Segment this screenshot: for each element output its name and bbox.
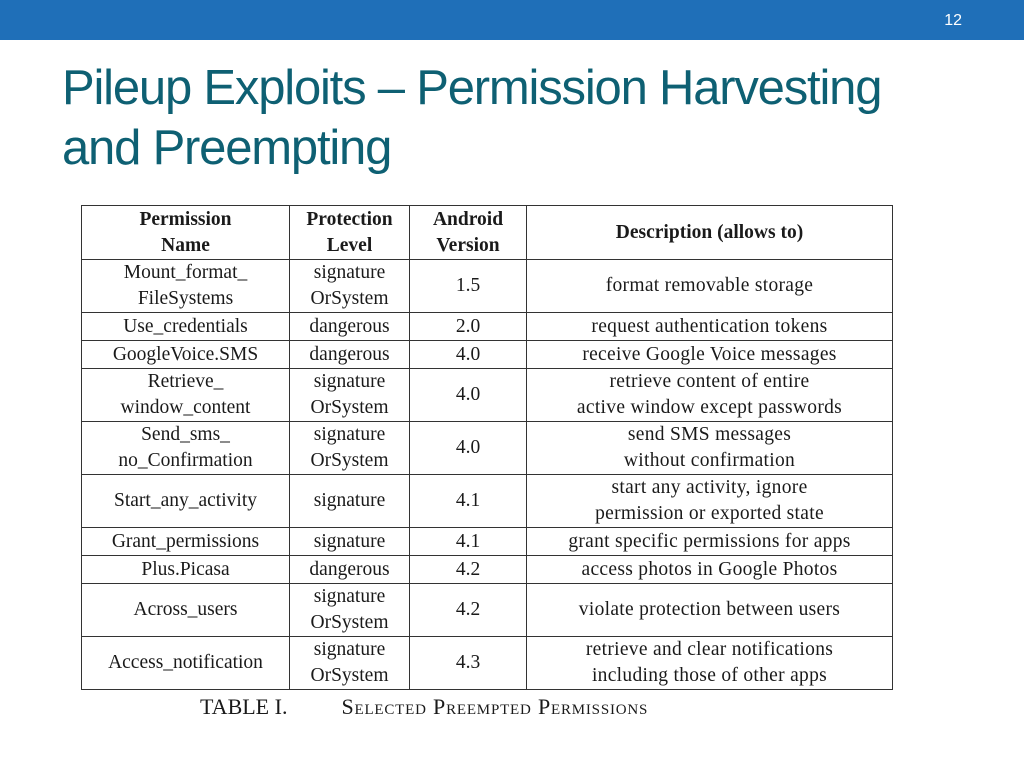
table-header-row — [82, 206, 893, 260]
android-version-cell: 4.0 — [410, 422, 527, 475]
protection-level-cell — [290, 528, 410, 556]
description-line: active window except passwords — [576, 397, 843, 418]
permission-name-line: GoogleVoice.SMS — [112, 343, 259, 365]
header-protection-level — [290, 206, 410, 260]
header-line: Android — [432, 208, 504, 230]
description-cell — [527, 260, 893, 313]
protection-level-cell — [290, 422, 410, 475]
description-line: retrieve and clear notifications — [585, 639, 834, 660]
permission-name-cell — [82, 341, 290, 369]
table-row — [82, 475, 893, 528]
description-cell — [527, 369, 893, 422]
permission-name-line: Use_credentials — [123, 315, 248, 337]
table-row — [82, 637, 893, 690]
table-row — [82, 313, 893, 341]
protection-level-line: dangerous — [309, 343, 390, 365]
slide-title — [62, 58, 962, 178]
description-cell — [527, 556, 893, 584]
description-line: permission or exported state — [595, 503, 824, 524]
android-version-cell: 4.2 — [410, 584, 527, 637]
description-line: access photos in Google Photos — [581, 558, 838, 580]
description-cell — [527, 475, 893, 528]
permission-name-cell — [82, 584, 290, 637]
protection-level-line: signature — [313, 586, 386, 607]
protection-level-cell — [290, 475, 410, 528]
table-row — [82, 260, 893, 313]
header-permission-name — [82, 206, 290, 260]
description-line: retrieve content of entire — [609, 371, 810, 392]
table-row — [82, 341, 893, 369]
protection-level-line: dangerous — [309, 315, 390, 337]
table-row — [82, 369, 893, 422]
android-version-cell: 1.5 — [410, 260, 527, 313]
table-row — [82, 556, 893, 584]
description-cell — [527, 422, 893, 475]
protection-level-line: signature — [313, 424, 386, 445]
permission-name-cell — [82, 260, 290, 313]
permission-name-line: FileSystems — [137, 288, 234, 309]
description-cell — [527, 637, 893, 690]
description-cell — [527, 341, 893, 369]
protection-level-line: OrSystem — [310, 665, 389, 686]
protection-level-line: OrSystem — [310, 397, 389, 418]
slide-number: 12 — [944, 12, 962, 29]
description-line: including those of other apps — [591, 665, 828, 686]
header-line: Permission — [139, 208, 232, 230]
permission-name-line: Send_sms_ — [141, 424, 230, 445]
description-cell — [527, 584, 893, 637]
permission-name-line: Retrieve_ — [147, 371, 224, 392]
description-line: start any activity, ignore — [611, 477, 808, 498]
protection-level-cell — [290, 313, 410, 341]
protection-level-line: signature — [313, 530, 386, 552]
android-version-cell: 4.1 — [410, 528, 527, 556]
header-description — [527, 206, 893, 260]
protection-level-cell — [290, 341, 410, 369]
permission-name-line: Access_notification — [108, 652, 263, 673]
permission-name-cell — [82, 556, 290, 584]
description-line: without confirmation — [623, 450, 796, 471]
permission-name-cell — [82, 475, 290, 528]
description-line: send SMS messages — [627, 424, 792, 445]
description-line: grant specific permissions for apps — [568, 530, 851, 552]
android-version-cell: 4.0 — [410, 341, 527, 369]
table-caption-title: Selected Preempted Permissions — [341, 694, 649, 719]
permission-name-line: no_Confirmation — [118, 450, 253, 471]
permissions-table — [81, 205, 893, 690]
permission-name-line: Grant_permissions — [111, 530, 260, 552]
protection-level-line: signature — [313, 371, 386, 392]
description-line: violate protection between users — [578, 599, 841, 620]
protection-level-cell — [290, 637, 410, 690]
top-accent-bar — [0, 0, 1024, 40]
table-body — [82, 260, 893, 690]
permission-name-cell — [82, 422, 290, 475]
permission-name-cell — [82, 313, 290, 341]
android-version-cell: 4.3 — [410, 637, 527, 690]
table-caption-label: TABLE I. — [200, 694, 288, 719]
table-row — [82, 422, 893, 475]
permission-name-cell — [82, 637, 290, 690]
table-row — [82, 584, 893, 637]
protection-level-line: OrSystem — [310, 288, 389, 309]
description-cell — [527, 528, 893, 556]
table-row — [82, 528, 893, 556]
permission-name-line: window_content — [120, 397, 251, 418]
protection-level-line: signature — [313, 490, 386, 511]
header-android-version — [410, 206, 527, 260]
permission-name-cell — [82, 528, 290, 556]
permission-name-line: Across_users — [133, 599, 238, 620]
protection-level-cell — [290, 584, 410, 637]
protection-level-line: OrSystem — [310, 612, 389, 633]
permission-name-line: Plus.Picasa — [141, 558, 230, 580]
slide-title-line-2: and Preempting — [62, 121, 392, 175]
header-line: Version — [436, 234, 500, 256]
description-line: request authentication tokens — [591, 315, 828, 337]
protection-level-cell — [290, 260, 410, 313]
android-version-cell: 4.1 — [410, 475, 527, 528]
protection-level-cell — [290, 369, 410, 422]
table-caption — [200, 694, 648, 720]
permission-name-line: Mount_format_ — [123, 262, 248, 283]
permission-name-line: Start_any_activity — [114, 490, 257, 511]
protection-level-line: OrSystem — [310, 450, 389, 471]
description-line: receive Google Voice messages — [582, 343, 837, 365]
protection-level-line: signature — [313, 262, 386, 283]
header-line: Level — [326, 234, 373, 256]
description-line: format removable storage — [605, 275, 814, 296]
android-version-cell: 4.0 — [410, 369, 527, 422]
protection-level-line: signature — [313, 639, 386, 660]
protection-level-line: dangerous — [309, 558, 390, 580]
description-cell — [527, 313, 893, 341]
android-version-cell: 4.2 — [410, 556, 527, 584]
slide-title-line-1: Pileup Exploits – Permission Harvesting — [62, 61, 882, 115]
protection-level-cell — [290, 556, 410, 584]
permission-name-cell — [82, 369, 290, 422]
header-line: Name — [161, 234, 210, 256]
android-version-cell: 2.0 — [410, 313, 527, 341]
header-line: Description (allows to) — [615, 221, 804, 243]
header-line: Protection — [306, 208, 393, 230]
